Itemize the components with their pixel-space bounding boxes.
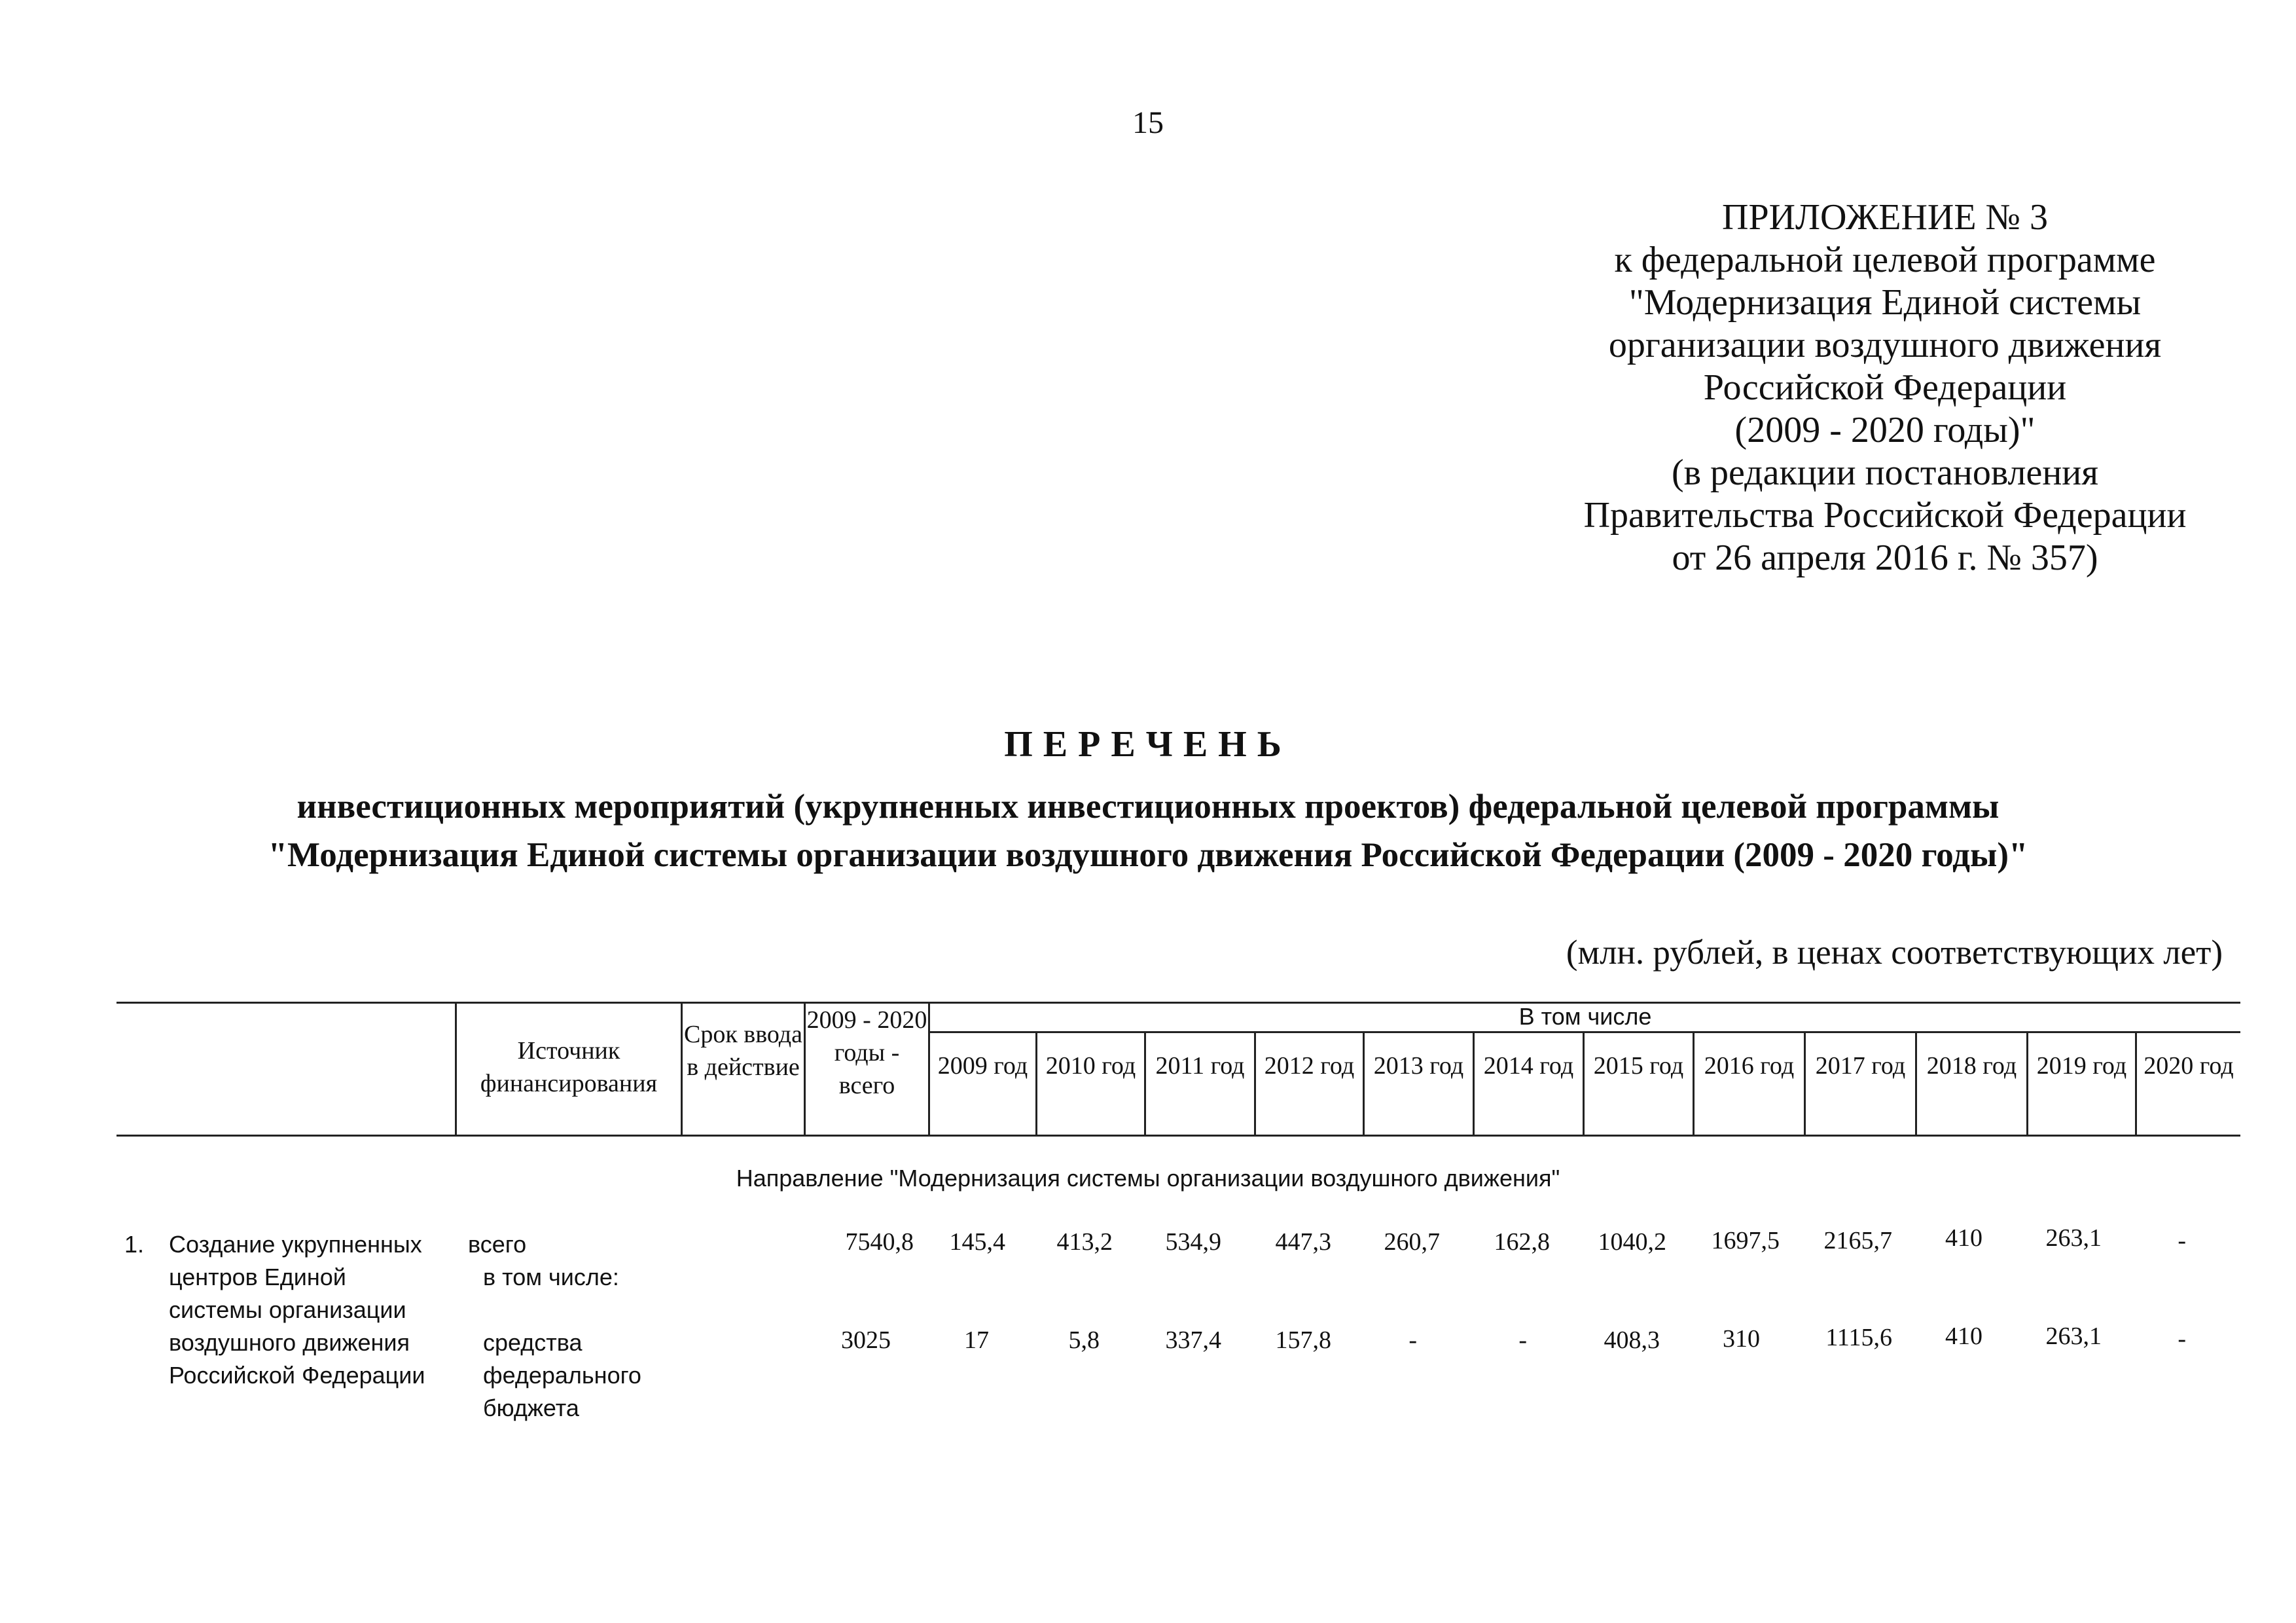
header-term: Срок ввода в действие (683, 1021, 803, 1081)
appendix-line: ПРИЛОЖЕНИЕ № 3 (1722, 197, 2048, 238)
source-total: всего (468, 1231, 527, 1258)
page-number: 15 (1132, 105, 1164, 140)
year-value: 263,1 (2045, 1322, 2102, 1350)
year-value: - (2178, 1227, 2186, 1254)
item-name-line: Российской Федерации (169, 1362, 425, 1389)
year-value: 534,9 (1165, 1228, 1221, 1256)
col-divider (1473, 1031, 1475, 1135)
year-value: 162,8 (1494, 1228, 1550, 1256)
year-value: 145,4 (949, 1228, 1005, 1256)
document-title: ПЕРЕЧЕНЬ (1004, 724, 1292, 765)
item-name-line: Создание укрупненных (169, 1231, 422, 1258)
appendix-line: (2009 - 2020 годы)" (1734, 410, 2036, 450)
source-federal-line: бюджета (483, 1395, 579, 1421)
col-divider (1035, 1031, 1037, 1135)
year-value: 1115,6 (1825, 1324, 1892, 1351)
col-divider (1583, 1031, 1585, 1135)
header-year-2014: 2014 год (1483, 1052, 1574, 1080)
year-value: 310 (1723, 1325, 1760, 1353)
source-federal-line: средства (483, 1329, 583, 1356)
item-name-line: центров Единой (169, 1264, 346, 1290)
units-note: (млн. рублей, в ценах соответствующих лет) (1566, 934, 2223, 972)
year-value: - (1518, 1326, 1527, 1354)
header-year-2020: 2020 год (2144, 1052, 2234, 1080)
year-value: - (1408, 1326, 1417, 1354)
year-value: 408,3 (1604, 1326, 1660, 1354)
header-year-2013: 2013 год (1373, 1052, 1464, 1080)
header-total: 2009 - 2020 годы - всего (806, 1006, 927, 1099)
subtitle-line: "Модернизация Единой системы организации воздушного движения Российской Федерации (2009 - 2020 годы)" (268, 836, 2028, 874)
year-value: 157,8 (1275, 1326, 1331, 1354)
appendix-line: Правительства Российской Федерации (1583, 495, 2187, 536)
total-value: 3025 (841, 1326, 891, 1354)
year-value: - (2178, 1325, 2186, 1353)
subtitle-line: инвестиционных мероприятий (укрупненных инвестиционных проектов) федеральной целевой программы (296, 788, 2000, 826)
col-divider (1254, 1031, 1256, 1135)
col-divider (1693, 1031, 1695, 1135)
header-year-2011: 2011 год (1155, 1052, 1245, 1080)
col-divider (1804, 1031, 1806, 1135)
year-value: 410 (1945, 1224, 1982, 1252)
year-value: 260,7 (1384, 1228, 1440, 1256)
year-value: 2165,7 (1823, 1227, 1892, 1254)
year-value: 447,3 (1275, 1228, 1331, 1256)
appendix-line: к федеральной целевой программе (1614, 240, 2156, 280)
header-year-2015: 2015 год (1593, 1052, 1684, 1080)
header-year-2012: 2012 год (1264, 1052, 1355, 1080)
document-subtitle (0, 782, 2296, 879)
appendix-line: Российской Федерации (1703, 367, 2067, 408)
year-value: 1697,5 (1711, 1227, 1780, 1254)
direction-heading: Направление "Модернизация системы организации воздушного движения" (736, 1165, 1560, 1192)
header-year-2019: 2019 год (2036, 1052, 2127, 1080)
year-value: 17 (964, 1326, 989, 1354)
col-divider (2135, 1031, 2137, 1135)
item-name-line: воздушного движения (169, 1329, 410, 1356)
year-value: 1040,2 (1598, 1228, 1666, 1256)
appendix-line: "Модернизация Единой системы (1628, 282, 2142, 323)
total-value: 7540,8 (845, 1228, 914, 1256)
appendix-block (1460, 196, 2296, 579)
year-value: 410 (1945, 1322, 1982, 1350)
appendix-line: (в редакции постановления (1671, 452, 2099, 493)
header-year-2010: 2010 год (1045, 1052, 1136, 1080)
year-value: 5,8 (1068, 1326, 1100, 1354)
header-year-2009: 2009 год (937, 1052, 1028, 1080)
col-divider (1915, 1031, 1917, 1135)
header-year-2018: 2018 год (1926, 1052, 2017, 1080)
item-name-line: системы организации (169, 1296, 406, 1323)
header-year-2016: 2016 год (1704, 1052, 1795, 1080)
col-divider (1144, 1031, 1146, 1135)
appendix-line: от 26 апреля 2016 г. № 357) (1672, 538, 2098, 578)
year-value: 263,1 (2045, 1224, 2102, 1252)
table-header-bottom-border (117, 1135, 2240, 1137)
source-including: в том числе: (483, 1264, 619, 1290)
year-value: 337,4 (1165, 1326, 1221, 1354)
header-including: В том числе (1518, 1003, 1652, 1030)
item-number: 1. (124, 1231, 145, 1258)
appendix-line: организации воздушного движения (1608, 325, 2162, 365)
year-value: 413,2 (1056, 1228, 1113, 1256)
header-source: Источник финансирования (480, 1037, 658, 1097)
col-divider (1363, 1031, 1365, 1135)
source-federal-line: федерального (483, 1362, 641, 1389)
col-divider (2026, 1031, 2028, 1135)
header-year-2017: 2017 год (1815, 1052, 1906, 1080)
